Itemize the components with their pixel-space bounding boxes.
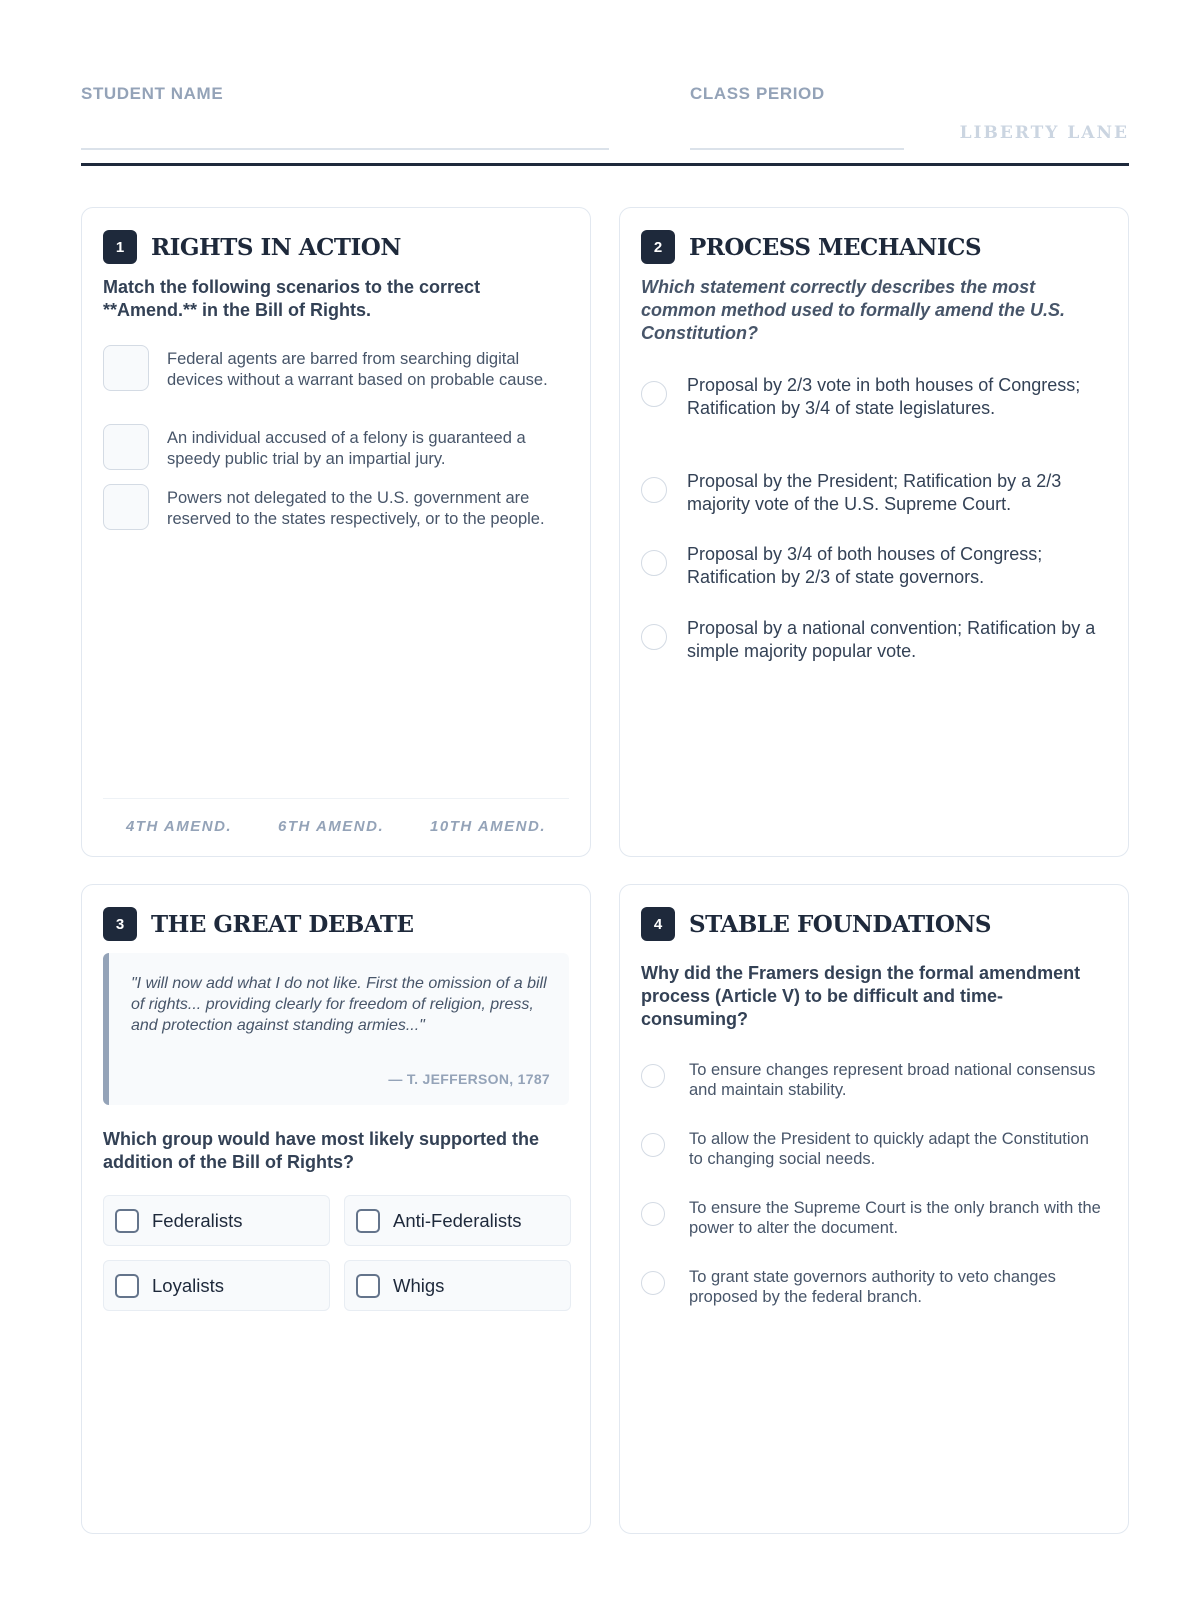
word-bank-item: 4TH AMEND. [125, 818, 233, 835]
quote-citation: — T. JEFFERSON, 1787 [388, 1071, 550, 1087]
radio-button[interactable] [641, 1271, 665, 1295]
match-item [103, 345, 569, 391]
primary-source-quote [103, 953, 569, 1105]
option-text: To allow the President to quickly adapt the Constitution to changing social needs. [689, 1130, 1089, 1168]
radio-button[interactable] [641, 1064, 665, 1088]
question-prompt: Which statement correctly describes the most common method used to formally amend the U.S. Constitution? [641, 277, 1066, 343]
question-prompt: Why did the Framers design the formal amendment process (Article V) to be difficult and time-consuming? [641, 963, 1081, 1029]
checkbox[interactable] [356, 1209, 380, 1233]
card-title: STABLE FOUNDATIONS [689, 910, 991, 938]
radio-button[interactable] [641, 381, 667, 407]
choice-label: Anti-Federalists [393, 1209, 522, 1231]
checkbox[interactable] [356, 1274, 380, 1298]
radio-button[interactable] [641, 1202, 665, 1226]
brand-logo: LIBERTY LANE [959, 123, 1129, 143]
card-title: PROCESS MECHANICS [689, 233, 982, 261]
choice-label: Loyalists [152, 1274, 224, 1296]
answer-option[interactable] [641, 1198, 1107, 1238]
question-number-badge: 3 [103, 907, 137, 941]
answer-option[interactable] [641, 374, 1107, 420]
word-bank-item: 6TH AMEND. [278, 818, 385, 835]
scenario-text: Powers not delegated to the U.S. government are reserved to the states respectively, or to the people. [167, 489, 545, 528]
checkbox[interactable] [115, 1274, 139, 1298]
question-number-badge: 1 [103, 230, 137, 264]
scenario-text: Federal agents are barred from searching digital devices without a warrant based on probable cause. [167, 350, 548, 389]
card-great-debate [81, 884, 591, 1534]
quote-text: "I will now add what I do not like. First the omission of a bill of rights... providing clearly for freedom of religion, press, and protection against standing armies..." [131, 975, 547, 1034]
question-prompt: Match the following scenarios to the correct **Amend.** in the Bill of Rights. [103, 277, 481, 320]
question-prompt: Which group would have most likely supported the addition of the Bill of Rights? [103, 1129, 540, 1172]
choice-federalists[interactable] [103, 1195, 330, 1246]
header-divider [81, 163, 1129, 166]
scenario-text: An individual accused of a felony is guaranteed a speedy public trial by an impartial jury. [167, 429, 526, 468]
option-text: To ensure the Supreme Court is the only branch with the power to alter the document. [689, 1199, 1101, 1237]
choice-label: Whigs [393, 1274, 445, 1296]
card-process-mechanics [619, 207, 1129, 857]
worksheet-header [81, 0, 1129, 167]
card-header [103, 230, 401, 264]
word-bank [103, 818, 569, 835]
card-rights-in-action [81, 207, 591, 857]
class-period-label: CLASS PERIOD [690, 84, 825, 103]
card-stable-foundations [619, 884, 1129, 1534]
answer-option[interactable] [641, 1267, 1107, 1307]
card-title: THE GREAT DEBATE [151, 910, 414, 938]
question-number-badge: 4 [641, 907, 675, 941]
answer-box[interactable] [103, 424, 149, 470]
answer-option[interactable] [641, 543, 1107, 589]
option-text: Proposal by the President; Ratification by a 2/3 majority vote of the U.S. Supreme Court. [687, 471, 1062, 514]
choice-label: Federalists [152, 1209, 243, 1231]
class-period-field[interactable] [690, 148, 904, 150]
choice-anti-federalists[interactable] [344, 1195, 571, 1246]
word-bank-item: 10TH AMEND. [430, 818, 547, 835]
radio-button[interactable] [641, 624, 667, 650]
student-name-field[interactable] [81, 148, 609, 150]
radio-button[interactable] [641, 477, 667, 503]
radio-button[interactable] [641, 1133, 665, 1157]
answer-box[interactable] [103, 484, 149, 530]
question-number-badge: 2 [641, 230, 675, 264]
match-item [103, 424, 569, 470]
option-text: Proposal by 3/4 of both houses of Congress; Ratification by 2/3 of state governors. [687, 544, 1043, 587]
answer-option[interactable] [641, 617, 1107, 663]
checkbox[interactable] [115, 1209, 139, 1233]
option-text: To ensure changes represent broad national consensus and maintain stability. [689, 1061, 1096, 1099]
card-header [641, 907, 991, 941]
word-bank-divider [103, 798, 569, 799]
card-header [103, 907, 414, 941]
radio-button[interactable] [641, 550, 667, 576]
match-item [103, 484, 569, 530]
choice-loyalists[interactable] [103, 1260, 330, 1311]
card-header [641, 230, 981, 264]
option-text: To grant state governors authority to veto changes proposed by the federal branch. [689, 1268, 1056, 1306]
answer-option[interactable] [641, 1129, 1107, 1169]
answer-option[interactable] [641, 1060, 1107, 1100]
option-text: Proposal by 2/3 vote in both houses of Congress; Ratification by 3/4 of state legislatures. [687, 375, 1081, 418]
answer-box[interactable] [103, 345, 149, 391]
answer-option[interactable] [641, 470, 1107, 516]
choice-whigs[interactable] [344, 1260, 571, 1311]
card-title: RIGHTS IN ACTION [151, 233, 401, 261]
student-name-label: STUDENT NAME [81, 84, 224, 103]
option-text: Proposal by a national convention; Ratification by a simple majority popular vote. [687, 618, 1096, 661]
